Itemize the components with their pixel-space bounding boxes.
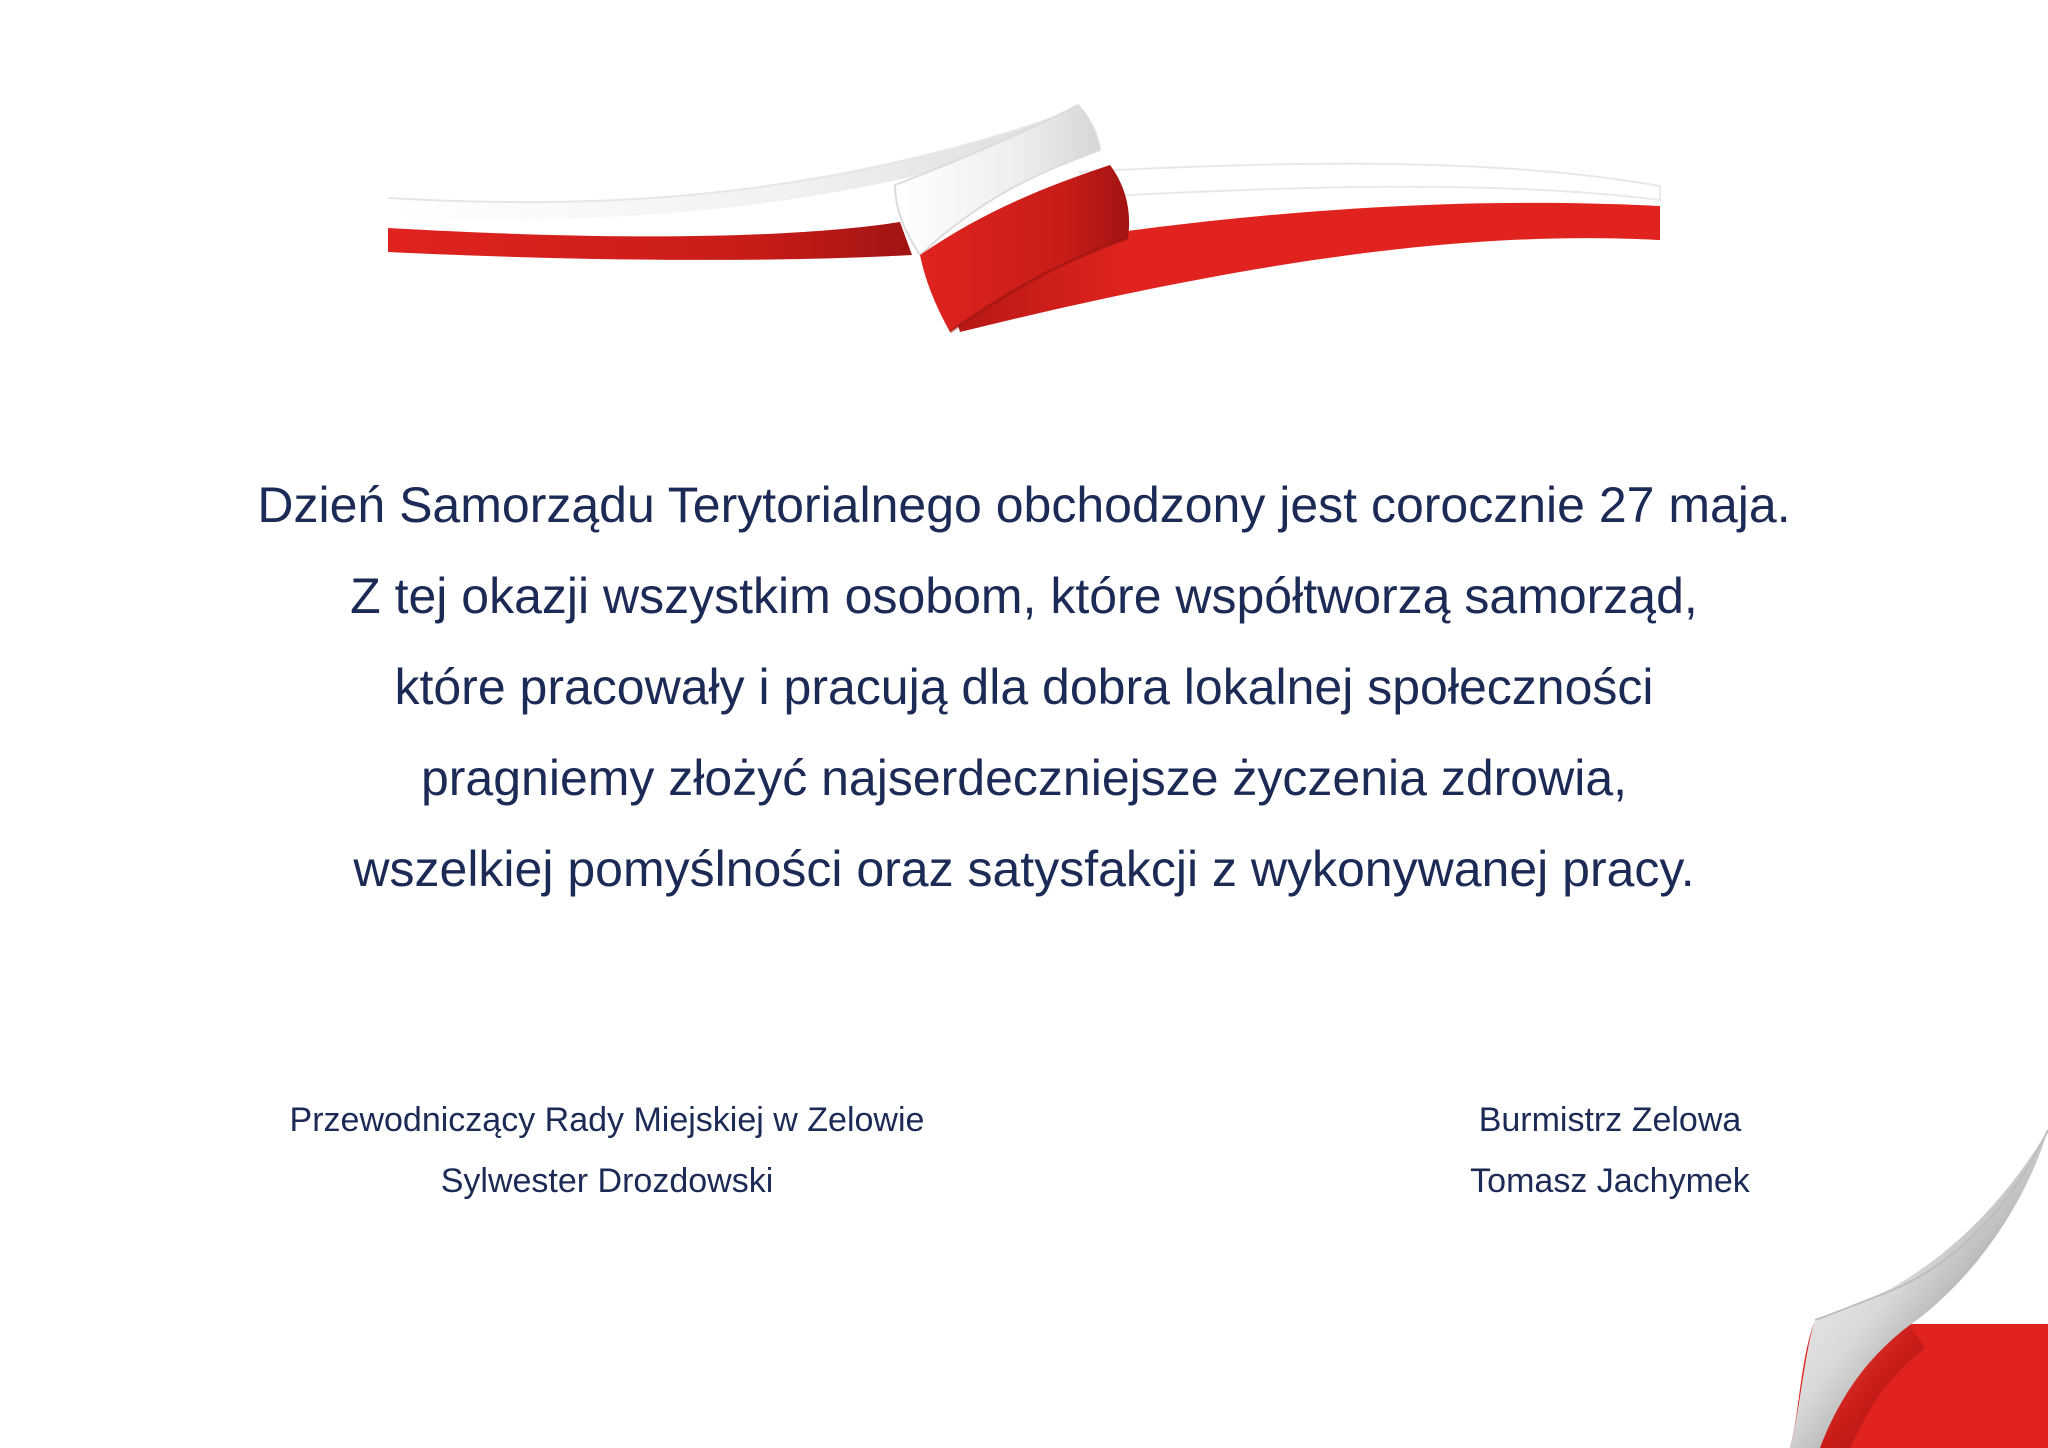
signature-mayor [1410,1090,1810,1212]
signature-name: Tomasz Jachymek [1470,1162,1750,1200]
signature-title: Przewodniczący Rady Miejskiej w Zelowie [289,1101,925,1139]
message-line-2: Z tej okazji wszystkim osobom, które współtworzą samorząd, [350,568,1698,624]
page-curl-flag-icon [1760,1120,2048,1448]
signature-title: Burmistrz Zelowa [1478,1101,1742,1139]
message-line-5: wszelkiej pomyślności oraz satysfakcji z wykonywanej pracy. [353,841,1695,897]
signature-council-chairman [207,1090,1007,1212]
message-line-3: które pracowały i pracują dla dobra lokalnej społeczności [394,659,1654,715]
greeting-message [0,460,2048,915]
signature-name: Sylwester Drozdowski [440,1162,774,1200]
message-line-1: Dzień Samorządu Terytorialnego obchodzony jest corocznie 27 maja. [257,477,1791,533]
message-line-4: pragniemy złożyć najserdeczniejsze życzenia zdrowia, [420,750,1628,806]
polish-flag-ribbon-icon [0,0,2048,400]
